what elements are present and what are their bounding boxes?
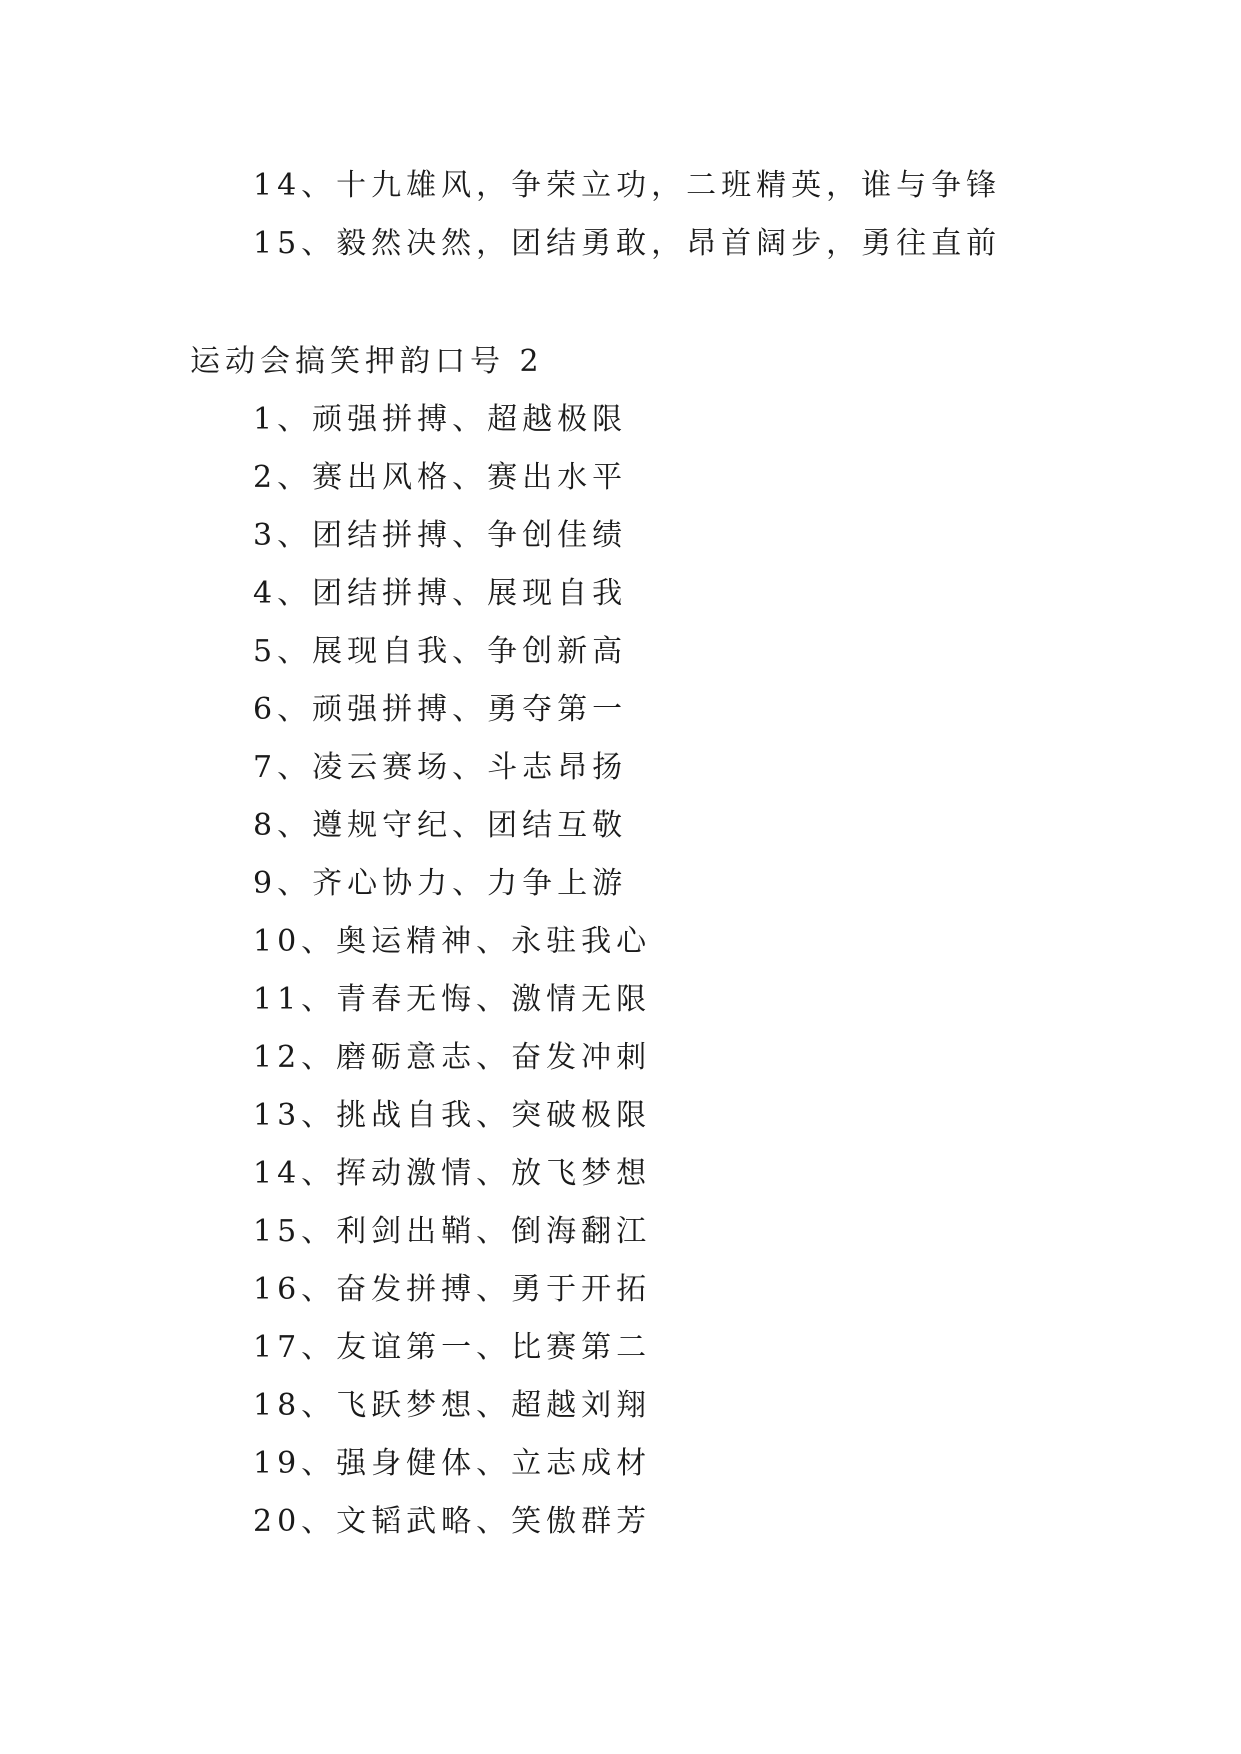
slogan-item: 1、顽强拼搏、超越极限 [253, 402, 628, 437]
slogan-item: 9、齐心协力、力争上游 [253, 866, 628, 901]
slogan-item: 10、奥运精神、永驻我心 [253, 924, 652, 959]
slogan-item: 3、团结拼搏、争创佳绩 [253, 518, 628, 553]
slogan-item: 19、强身健体、立志成材 [253, 1446, 652, 1481]
slogan-item: 5、展现自我、争创新高 [253, 634, 628, 669]
slogan-item: 17、友谊第一、比赛第二 [253, 1330, 652, 1365]
section-title: 运动会搞笑押韵口号 2 [190, 344, 544, 379]
top-item-15: 15、毅然决然，团结勇敢，昂首阔步，勇往直前 [253, 226, 1002, 261]
slogan-item: 20、文韬武略、笑傲群芳 [253, 1504, 652, 1539]
slogan-item: 11、青春无悔、激情无限 [253, 982, 652, 1017]
slogan-item: 18、飞跃梦想、超越刘翔 [253, 1388, 652, 1423]
top-item-14: 14、十九雄风，争荣立功，二班精英，谁与争锋 [253, 168, 1002, 203]
slogan-item: 14、挥动激情、放飞梦想 [253, 1156, 652, 1191]
slogan-item: 15、利剑出鞘、倒海翻江 [253, 1214, 652, 1249]
slogan-item: 12、磨砺意志、奋发冲刺 [253, 1040, 652, 1075]
slogan-item: 4、团结拼搏、展现自我 [253, 576, 628, 611]
slogan-item: 7、凌云赛场、斗志昂扬 [253, 750, 628, 785]
slogan-item: 6、顽强拼搏、勇夺第一 [253, 692, 628, 727]
slogan-item: 16、奋发拼搏、勇于开拓 [253, 1272, 652, 1307]
slogan-item: 2、赛出风格、赛出水平 [253, 460, 628, 495]
slogan-item: 13、挑战自我、突破极限 [253, 1098, 652, 1133]
slogan-item: 8、遵规守纪、团结互敬 [253, 808, 628, 843]
